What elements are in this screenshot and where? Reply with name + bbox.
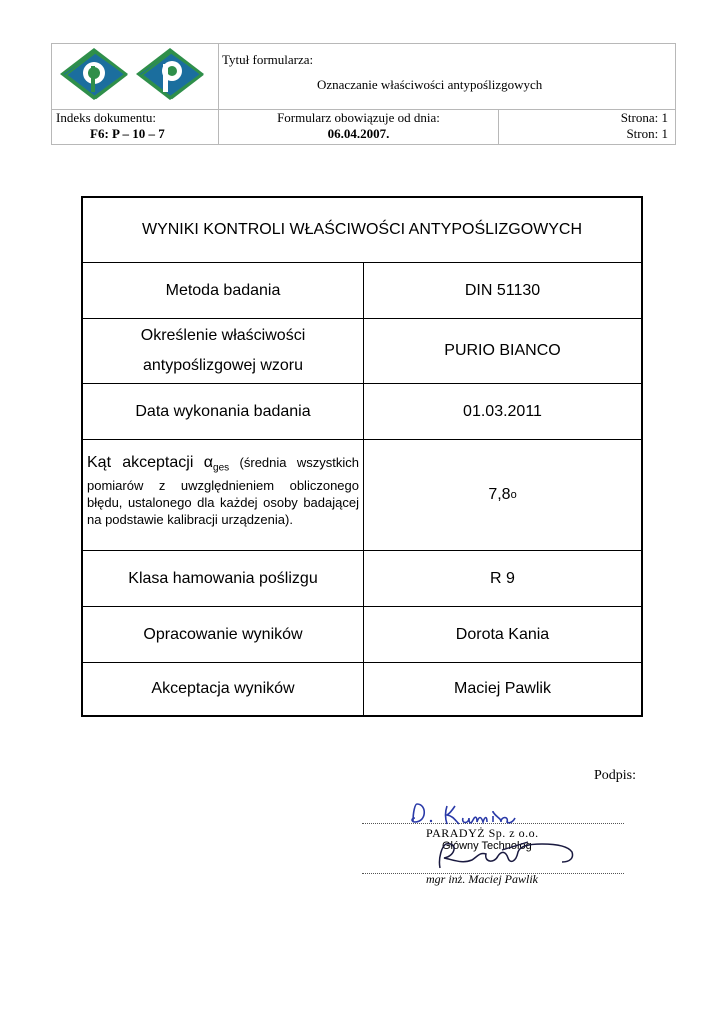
stamp-company: PARADYŻ Sp. z o.o. <box>426 826 539 840</box>
document-header <box>51 43 676 145</box>
page-total: Stron: 1 <box>626 126 668 141</box>
results-table-title-row <box>83 198 641 263</box>
logo-cell <box>52 44 219 109</box>
row-label: Opracowanie wyników <box>83 607 364 662</box>
document-index-label: Indeks dokumentu: <box>56 110 157 125</box>
signature-label: Podpis: <box>594 768 637 783</box>
acceptance-angle-description <box>83 454 363 528</box>
row-label: Data wykonania badania <box>83 384 364 439</box>
row-label-line: Określenie właściwości <box>140 327 306 344</box>
row-value: Maciej Pawlik <box>454 680 551 697</box>
document-index-cell <box>52 110 219 144</box>
acceptance-angle-note: (średnia wszystkich pomiarów z uwzględnieniem obliczonego błędu, ustalonego dla każdej osoby badającej na podstawie kalibracji urządzenia). <box>87 455 360 527</box>
row-value: DIN 51130 <box>464 281 541 299</box>
table-row <box>83 319 641 384</box>
valid-from-value: 06.04.2007. <box>327 126 390 141</box>
row-label: Klasa hamowania poślizgu <box>83 551 364 606</box>
document-index-value: F6: P – 10 – 7 <box>90 126 165 141</box>
page-count-cell <box>499 110 675 144</box>
handwritten-signature-pawlik <box>432 838 582 874</box>
stamp-person: mgr inż. Maciej Pawlik <box>426 872 538 886</box>
table-row <box>83 663 641 715</box>
table-row <box>83 440 641 551</box>
stamp-role: Główny Technolog <box>442 840 532 852</box>
row-value <box>364 440 641 550</box>
acceptance-angle-title: Kąt akceptacji <box>87 454 194 471</box>
table-row <box>83 551 641 607</box>
results-table <box>81 196 643 717</box>
row-label <box>83 319 364 383</box>
row-value: 01.03.2011 <box>463 402 542 420</box>
alpha-symbol: α <box>203 454 214 471</box>
form-title-cell <box>219 44 675 109</box>
valid-from-cell <box>219 110 499 144</box>
results-table-title: WYNIKI KONTROLI WŁAŚCIWOŚCI ANTYPOŚLIZGOWYCH <box>141 221 583 238</box>
table-row <box>83 263 641 319</box>
table-row <box>83 607 641 663</box>
row-label <box>83 440 364 550</box>
alpha-subscript: ges <box>213 462 230 474</box>
company-logo <box>52 44 218 109</box>
row-value: PURIO BIANCO <box>444 342 561 359</box>
form-title-value: Oznaczanie właściwości antypoślizgowych <box>317 77 543 92</box>
valid-from-label: Formularz obowiązuje od dnia: <box>277 110 440 125</box>
degree-sign: o <box>510 489 517 501</box>
form-title-label: Tytuł formularza: <box>222 52 314 67</box>
acceptance-angle-value: 7,8 <box>488 486 511 503</box>
row-value: R 9 <box>490 569 515 587</box>
row-label: Akceptacja wyników <box>83 663 364 715</box>
table-row <box>83 384 641 440</box>
row-value: Dorota Kania <box>455 625 550 643</box>
page-number: Strona: 1 <box>620 110 668 125</box>
row-label-line: antypoślizgowej wzoru <box>142 357 304 374</box>
row-label: Metoda badania <box>83 263 364 318</box>
